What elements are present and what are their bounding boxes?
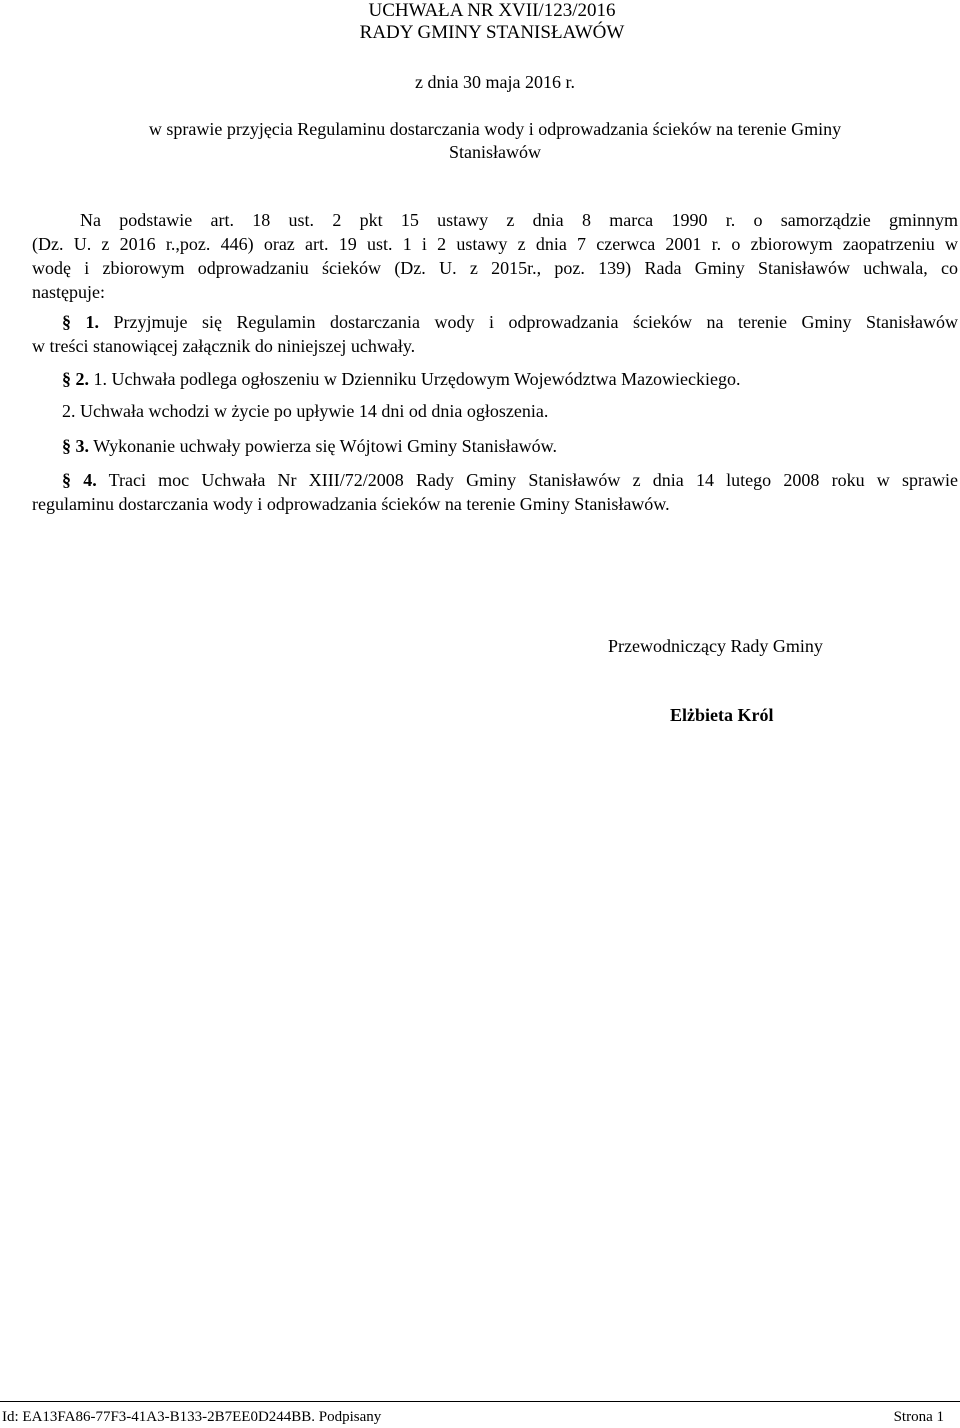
page-number: Strona 1 [893,1409,944,1425]
title-line-1: UCHWAŁA NR XVII/123/2016 [368,0,616,21]
section-1-mark: § 1. [62,312,100,332]
preamble-line-3: wodę i zbiorowym odprowadzaniu ścieków (Dz. U. z 2015r., poz. 139) Rada Gminy Stanisławów uchwala, co [32,258,958,278]
section-4-mark: § 4. [62,470,97,490]
section-3-mark: § 3. [62,436,89,456]
section-2-mark: § 2. [62,369,89,389]
preamble-paragraph [32,208,958,304]
title-line-2: RADY GMINY STANISŁAWÓW [359,22,625,43]
section-1-line-2: w treści stanowiącej załącznik do niniejszej uchwały. [32,336,416,356]
document-id: Id: EA13FA86-77F3-41A3-B133-2B7EE0D244BB. Podpisany [2,1409,382,1425]
section-1-line-1 [32,310,958,334]
section-4-line-1 [32,468,958,492]
section-2-point-1-text: 1. Uchwała podlega ogłoszeniu w Dzienniku Urzędowym Województwa Mazowieckiego. [93,369,741,389]
section-2-point-2: 2. Uchwała wchodzi w życie po upływie 14 dni od dnia ogłoszenia. [62,401,549,421]
preamble-line-2: (Dz. U. z 2016 r.,poz. 446) oraz art. 19 ust. 1 i 2 ustawy z dnia 7 czerwca 2001 r. o zbiorowym zaopatrzeniu w [32,234,958,254]
subject-line-1: w sprawie przyjęcia Regulaminu dostarczania wody i odprowadzania ścieków na terenie Gminy [148,119,842,139]
section-1-text: Przyjmuje się Regulamin dostarczania wody i odprowadzania ścieków na terenie Gminy Stanisławów [113,312,958,332]
section-4-text: Traci moc Uchwała Nr XIII/72/2008 Rady Gminy Stanisławów z dnia 14 lutego 2008 roku w sprawie [108,470,958,490]
section-4-line-2: regulaminu dostarczania wody i odprowadzania ścieków na terenie Gminy Stanisławów. [32,494,670,514]
resolution-title [0,0,960,44]
section-3-text: Wykonanie uchwały powierza się Wójtowi Gminy Stanisławów. [93,436,558,456]
footer-divider [0,1401,960,1402]
preamble-line-1: Na podstawie art. 18 ust. 2 pkt 15 ustawy z dnia 8 marca 1990 r. o samorządzie gminnym [80,210,958,230]
subject-line-2: Stanisławów [449,142,541,162]
section-3 [62,434,557,458]
section-1-paragraph [32,310,958,358]
signer-role: Przewodniczący Rady Gminy [608,636,823,656]
resolution-subject [55,118,935,164]
resolution-date: z dnia 30 maja 2016 r. [415,72,575,92]
section-4-paragraph [32,468,958,516]
section-2-point-1 [62,367,741,391]
signer-name: Elżbieta Król [670,705,774,725]
preamble-line-4: następuje: [32,282,105,302]
